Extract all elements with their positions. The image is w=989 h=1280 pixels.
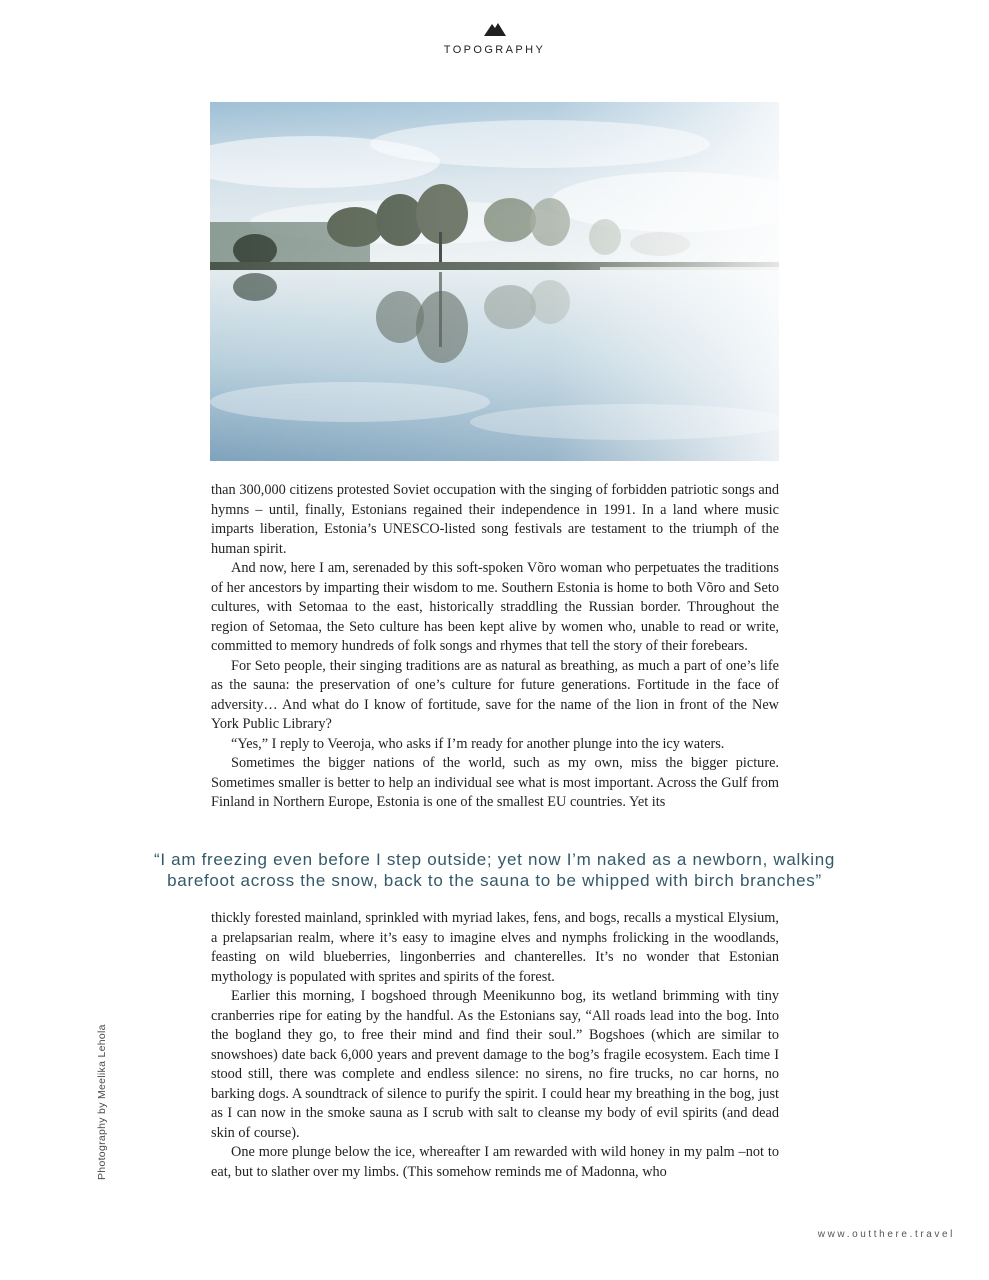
footer-url: www.outthere.travel [817,1229,955,1240]
paragraph: thickly forested mainland, sprinkled with myriad lakes, fens, and bogs, recalls a mystical Elysium, a prelapsarian realm, where it’s easy to imagine elves and nymphs frolicking in the woodlands, feasting on wild blueberries, lingonberries and chanterelles. It’s no wonder that Estonian mythology is populated with sprites and spirits of the forest. [211,910,779,985]
paragraph: And now, here I am, serenaded by this soft-spoken Võro woman who perpetuates the traditions of her ancestors by imparting their wisdom to me. Southern Estonia is home to both Võro and Seto cultures, with Setomaa to the east, historically straddling the Russian border. Throughout the region of Setomaa, the Seto culture has been kept alive by women who, unable to read or write, committed to memory hundreds of folk songs and rhymes that tell the story of their forebears. [211,560,779,654]
mountain-icon [484,22,506,36]
paragraph: For Seto people, their singing traditions are as natural as breathing, as much a part of one’s life as the sauna: the preservation of one’s culture for future generations. Fortitude in the face of adversity… And what do I know of fortitude, save for the name of the lion in front of the New York Public Library? [211,657,779,732]
photo-credit: Photography by Meelika Lehola [96,1024,108,1180]
article-column-top [211,481,779,813]
paragraph: than 300,000 citizens protested Soviet occupation with the singing of forbidden patriotic songs and hymns – until, finally, Estonians regained their independence in 1991. In a land where music imparts liberation, Estonia’s UNESCO-listed song festivals are testament to the triumph of the human spirit. [211,482,779,557]
pull-quote-line: “I am freezing even before I step outside; yet now I’m naked as a newborn, walking [153,850,836,869]
paragraph: One more plunge below the ice, whereafter I am rewarded with wild honey in my palm –not to eat, but to slather over my limbs. (This somehow reminds me of Madonna, who [211,1144,779,1180]
paragraph: “Yes,” I reply to Veeroja, who asks if I’m ready for another plunge into the icy waters. [231,735,725,752]
paragraph: Sometimes the bigger nations of the world, such as my own, miss the bigger picture. Sometimes smaller is better to help an individual see what is most important. Across the Gulf from Finland in Northern Europe, Estonia is one of the smallest EU countries. Yet its [211,755,779,810]
section-title: TOPOGRAPHY [443,44,546,56]
pull-quote-line: barefoot across the snow, back to the sauna to be whipped with birch branches” [167,871,822,890]
pull-quote [120,849,869,891]
article-column-bottom [211,909,779,1182]
paragraph: Earlier this morning, I bogshoed through Meenikunno bog, its wetland brimming with tiny cranberries ripe for eating by the handful. As the Estonians say, “All roads lead into the bog. Into the bogland they go, to free their mind and find their soul.” Bogshoes (which are similar to snowshoes) date back 6,000 years and prevent damage to the bog’s fragile ecosystem. Each time I stood still, there was complete and endless silence: no sirens, no fire trucks, no car horns, no barking dogs. A soundtrack of silence to purify the spirit. I could hear my breathing in the bog, just as I can now in the smoke sauna as I scrub with salt to cleanse my body of evil spirits (and dead skin of course). [211,988,779,1141]
landscape-photo [210,102,779,461]
